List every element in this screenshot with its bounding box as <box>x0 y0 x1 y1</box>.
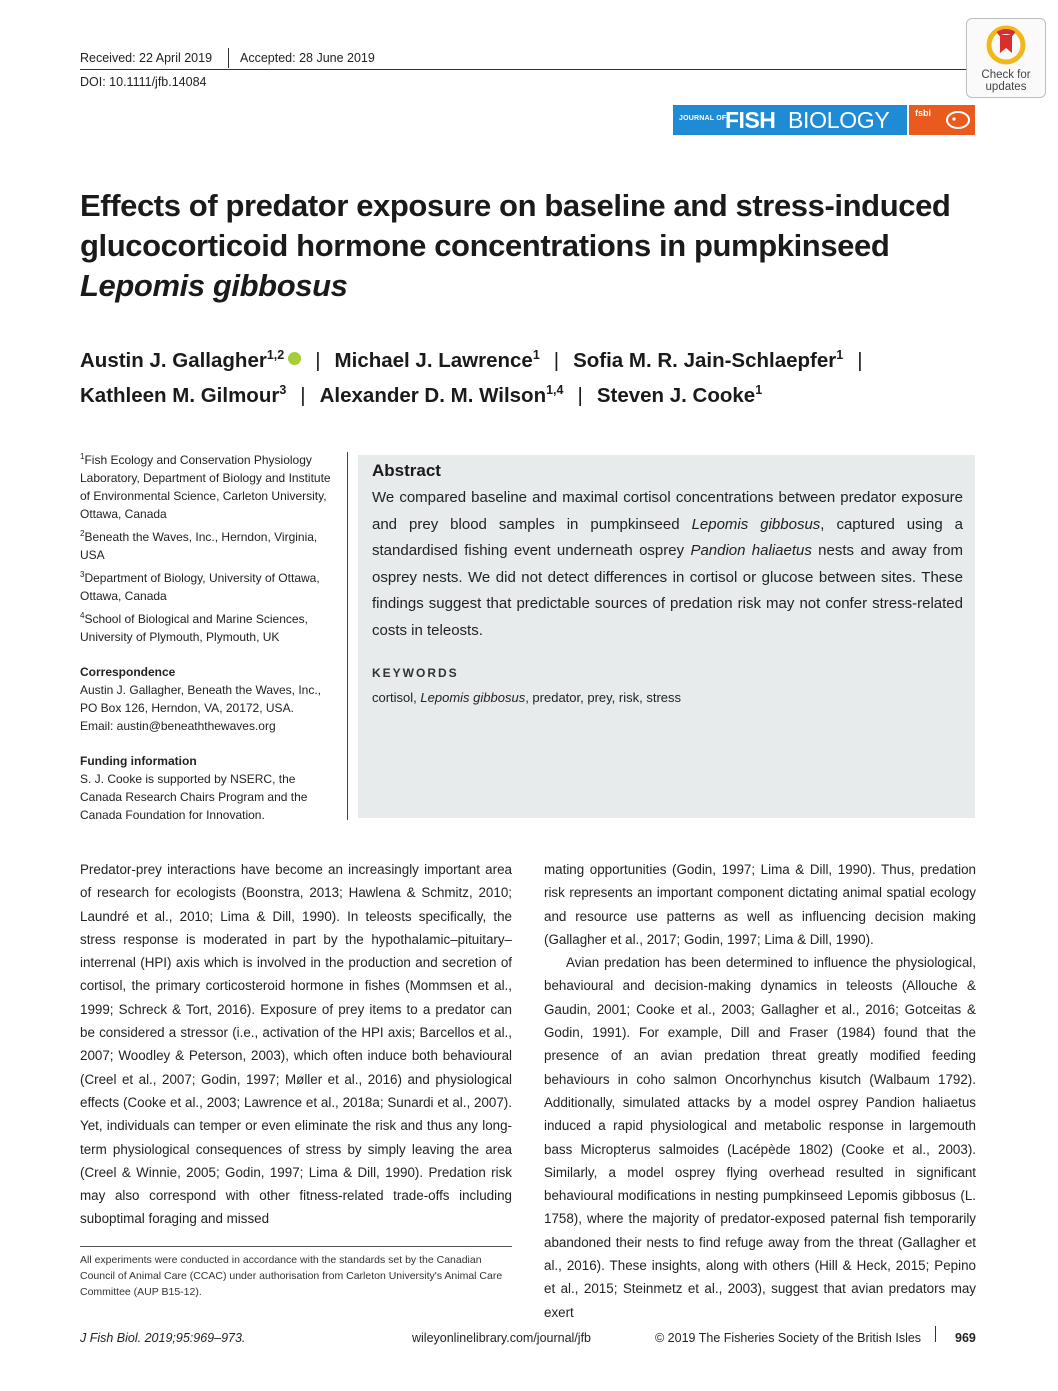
keywords: cortisol, Lepomis gibbosus, predator, prey, risk, stress <box>372 690 682 705</box>
funding-information: Funding information S. J. Cooke is supported by NSERC, the Canada Research Chairs Program and the Canada Foundation for Innovation. <box>80 752 340 824</box>
received-date: Received: 22 April 2019 <box>80 51 213 65</box>
footer-citation: J Fish Biol. 2019;95:969–973. <box>80 1331 246 1345</box>
funding-heading: Funding information <box>80 754 197 768</box>
footer-copyright: © 2019 The Fisheries Society of the British Isles <box>655 1331 922 1345</box>
affiliation-2: $^2$Beneath the Waves, Inc., Herndon, Virginia, USA <box>80 529 318 562</box>
correspondence-heading: Correspondence <box>80 665 176 679</box>
society-logo: fsbi <box>909 105 975 135</box>
correspondence-email[interactable]: Email: austin@beneaththewaves.org <box>80 719 276 733</box>
body-column-left <box>80 858 512 1231</box>
badge-label: Check for updates <box>981 69 1031 93</box>
author[interactable]: Michael J. Lawrence$^1$ <box>334 348 540 372</box>
page-number: 969 <box>955 1331 976 1345</box>
footnote-rule <box>80 1246 512 1247</box>
fsbi-fish-icon <box>945 110 971 130</box>
footnote: All experiments were conducted in accordance with the standards set by the Canadian Council of Animal Care (CCAC) under authorisation from Carleton University's Animal Care Committee (AUP B15-12). <box>80 1254 503 1298</box>
column-divider <box>347 452 348 820</box>
author[interactable]: Austin J. Gallagher$^{1,2}$ <box>80 348 285 372</box>
header-rule <box>80 69 966 70</box>
affiliation-1: $^1$Fish Ecology and Conservation Physiology Laboratory, Department of Biology and Institute of Environmental Science, Carleton University, Ottawa, Canada <box>80 452 331 521</box>
orcid-icon[interactable] <box>288 352 301 365</box>
body-paragraph: mating opportunities (Godin, 1997; Lima & Dill, 1990). Thus, predation risk represents an important component dictating animal spatial ecology and resource use patterns as well as influencing decision making (Gallagher et al., 2017; Godin, 1997; Lima & Dill, 1990). <box>544 862 976 947</box>
accepted-date: Accepted: 28 June 2019 <box>240 51 375 65</box>
affiliation-3: $^3$Department of Biology, University of Ottawa, Ottawa, Canada <box>80 570 320 603</box>
abstract-text: We compared baseline and maximal cortisol concentrations between predator exposure and prey blood samples in pumpkinseed Lepomis gibbosus, captured using a standardised fishing event underneath osprey Pandion haliaetus nests and away from osprey nests. We did not detect differences in cortisol or glucose between sites. These findings suggest that predictable sources of predation risk may not confer stress-related costs in teleosts. <box>372 489 963 639</box>
author[interactable]: Sofia M. R. Jain-Schlaepfer$^1$ <box>573 348 844 372</box>
author-list: Austin J. Gallagher$^{1,2}$ | Michael J. Lawrence$^1$ | Sofia M. R. Jain-Schlaepfer$^1$ | Kathleen M. Gilmour$^3$ | Alexander D. M. Wilson$^{1,4}$ | Steven J. Cooke$^1$ <box>80 348 863 407</box>
affiliation-4: $^4$School of Biological and Marine Sciences, University of Plymouth, Plymouth, UK <box>80 611 308 644</box>
correspondence: Correspondence Austin J. Gallagher, Beneath the Waves, Inc., PO Box 126, Herndon, VA, 20172, USA. Email: austin@beneaththewaves.org <box>80 663 340 735</box>
article-title: Effects of predator exposure on baseline and stress-induced glucocorticoid hormone concentrations in pumpkinseed Lepomis gibbosus <box>80 188 951 303</box>
check-updates-icon <box>986 25 1026 65</box>
abstract-heading: Abstract <box>372 461 441 480</box>
abstract-box <box>358 455 975 818</box>
author[interactable]: Alexander D. M. Wilson$^{1,4}$ <box>319 383 564 407</box>
check-for-updates-badge[interactable] <box>966 18 1046 98</box>
keywords-heading: KEYWORDS <box>372 666 459 680</box>
author[interactable]: Steven J. Cooke$^1$ <box>596 383 763 407</box>
body-paragraph: Predator-prey interactions have become an increasingly important area of research for ecologists (Boonstra, 2013; Hawlena & Schmitz, 2010; Laundré et al., 2010; Lima & Dill, 1990). In teleosts specifically, the stress response is moderated in part by the hypothalamic–pituitary–interrenal (HPI) axis which is involved in the production and secretion of cortisol, the primary corticosteroid hormone in fishes (Mommsen et al., 1999; Schreck & Tort, 2016). Exposure of prey items to a predator can be considered a stressor (i.e., activation of the HPI axis; Barcellos et al., 2007; Woodley & Peterson, 2003), which often induce both behavioural (Creel et al., 2007; Godin, 1997; Møller et al., 2016) and physiological effects (Cooke et al., 2003; Lawrence et al., 2018a; Sunardi et al., 2007). Yet, individuals can temper or even eliminate the risk and thus any long-term physiological consequences of stress by simply leaving the area (Creel & Winnie, 2005; Godin, 1997; Lima & Dill, 1990). Predation risk may also correspond with other fitness-related trade-offs including suboptimal foraging and missed <box>80 862 512 1227</box>
header-divider <box>228 48 229 68</box>
title-species: Lepomis gibbosus <box>80 268 348 303</box>
journal-logo: JOURNAL OF FISH BIOLOGY fsbi <box>673 105 975 135</box>
body-paragraph: Avian predation has been determined to influence the physiological, behavioural and decision-making dynamics in teleosts (Allouche & Gaudin, 2001; Cooke et al., 2003; Gallagher et al., 2016; Gotceitas & Godin, 1991). For example, Dill and Fraser (1984) found that the presence of an avian predation threat greatly modified feeding behaviours in coho salmon Oncorhynchus kisutch (Walbaum 1792). Additionally, simulated attacks by a model osprey Pandion haliaetus induced a rapid physiological and metabolic response in largemouth bass Micropterus salmoides (Lacépède 1802) (Cooke et al., 2003). Similarly, a model osprey flying overhead resulted in significant behavioural modifications in nesting pumpkinseed Lepomis gibbosus (L. 1758), where the majority of predator-exposed paternal fish temporarily abandoned their nests to find refuge away from the threat (Gallagher et al., 2016). These insights, along with others (Hill & Heck, 2015; Pepino et al., 2015; Steinmetz et al., 2003), suggest that avian predators may exert <box>544 955 976 1320</box>
footer-divider <box>935 1326 936 1342</box>
body-column-right <box>544 858 976 1324</box>
author[interactable]: Kathleen M. Gilmour$^3$ <box>80 383 287 407</box>
doi[interactable]: DOI: 10.1111/jfb.14084 <box>80 75 207 89</box>
footer-url[interactable]: wileyonlinelibrary.com/journal/jfb <box>412 1331 592 1345</box>
